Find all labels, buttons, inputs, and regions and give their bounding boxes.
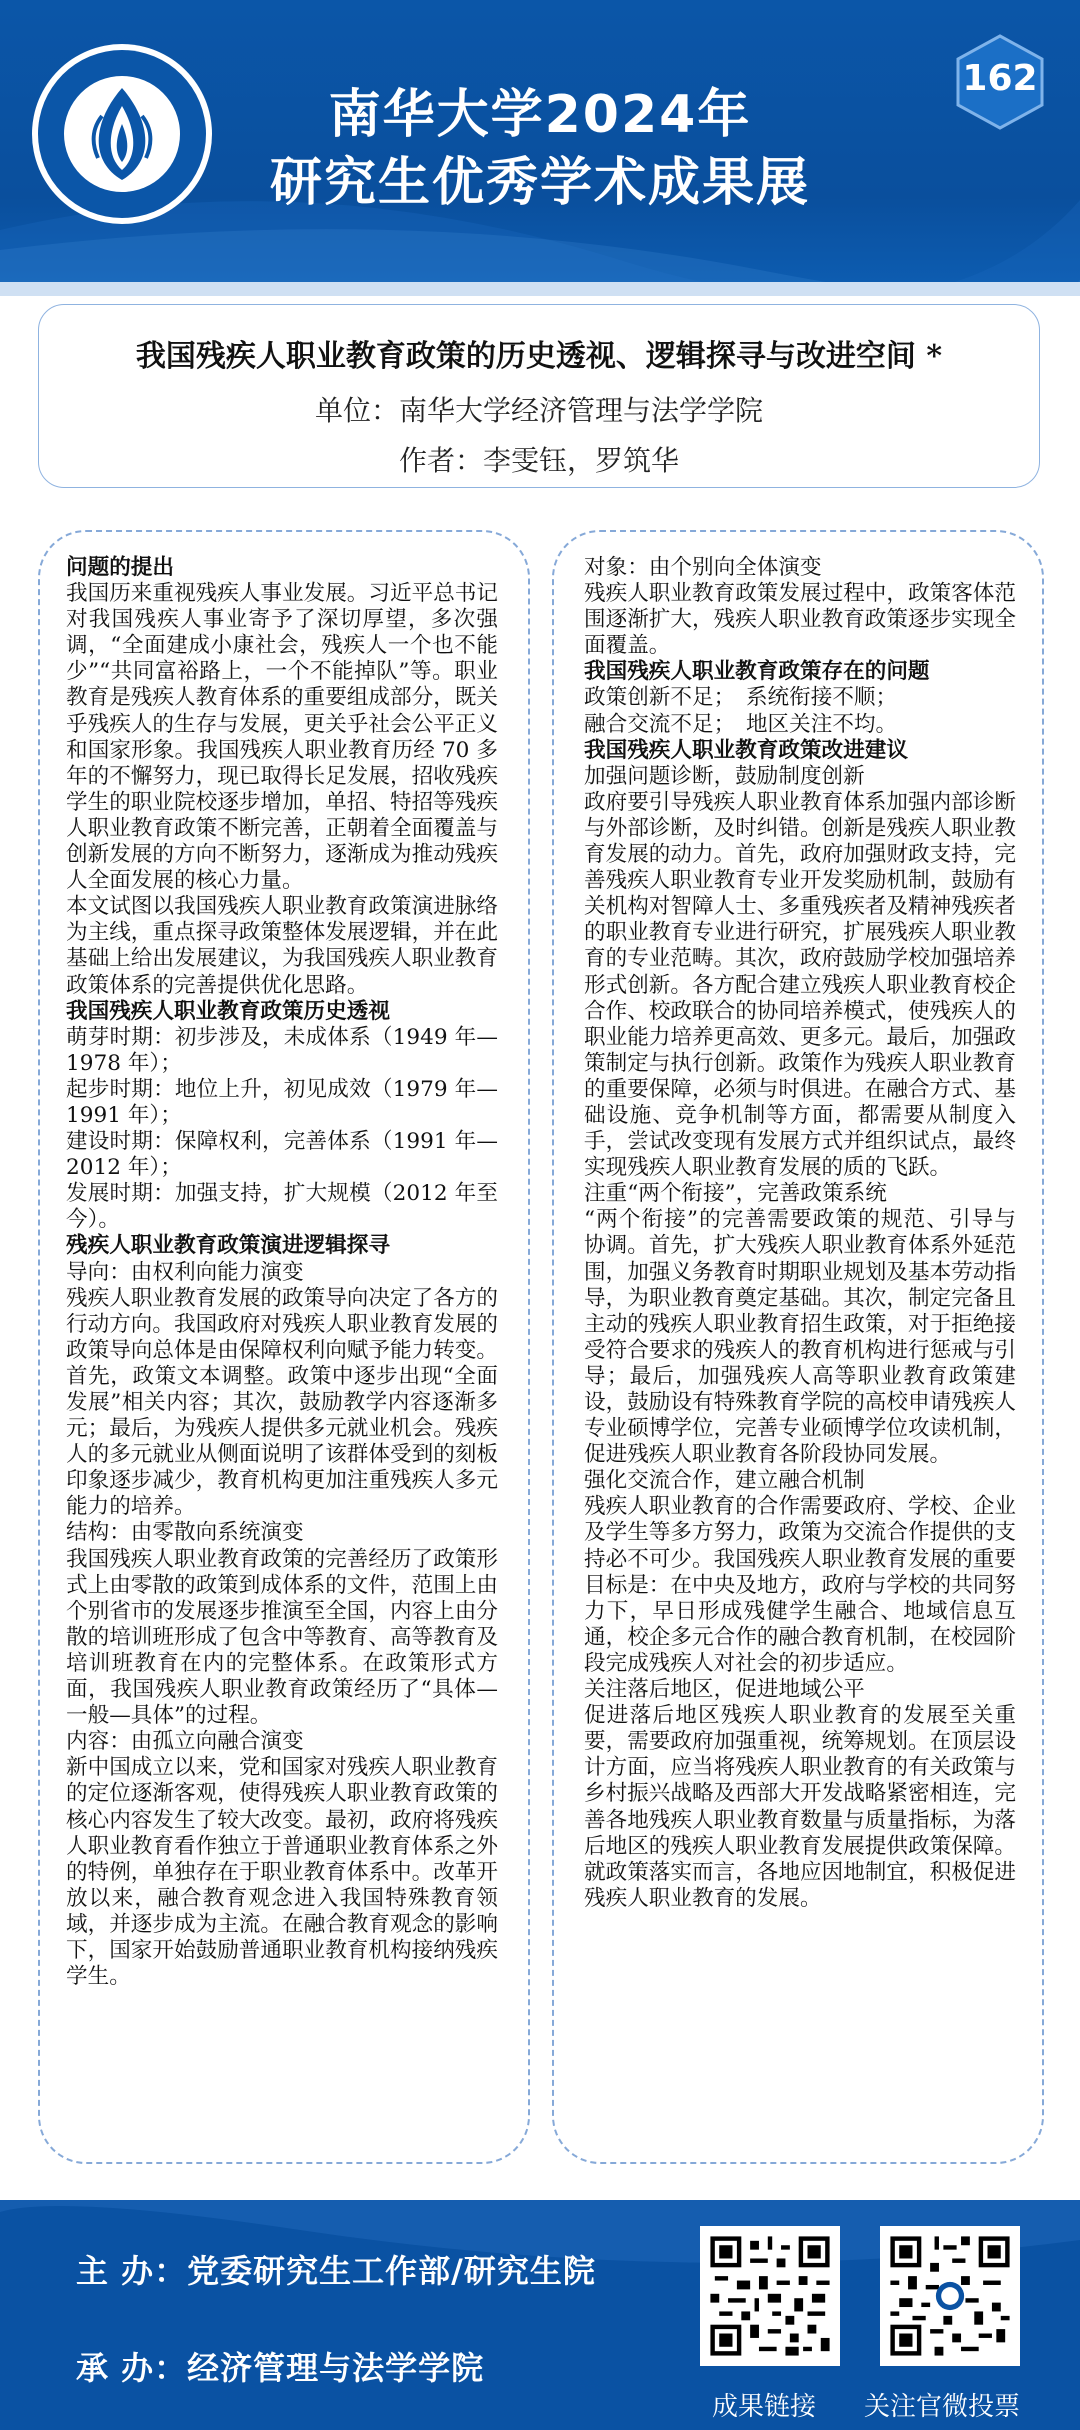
subsection-heading: 对象：由个别向全体演变 [584, 555, 822, 580]
paper-authors: 作者：李雯钰，罗筑华 [398, 444, 679, 477]
section-heading: 残疾人职业教育政策演进逻辑探寻 [66, 1233, 390, 1259]
section-heading: 问题的提出 [66, 555, 174, 580]
paragraph: 萌芽时期：初步涉及，未成体系（1949 年—1978 年）； [66, 1024, 498, 1076]
left-column-text [66, 555, 498, 1990]
subsection-heading: 关注落后地区，促进地域公平 [584, 1677, 865, 1703]
paragraph: 本文试图以我国残疾人职业教育政策演进脉络为主线，重点探寻政策整体发展逻辑，并在此基础上给出发展建议，为我国残疾人职业教育政策体系的完善提供优化思路。 [66, 894, 498, 998]
achievement-link-qr-code[interactable] [700, 2226, 840, 2366]
paper-title: 我国残疾人职业教育政策的历史透视、逻辑探寻与改进空间 * [135, 339, 943, 374]
paragraph: 政策创新不足； 系统衔接不顺； [584, 685, 898, 711]
host-organization: 主 办：党委研究生工作部/研究生院 [76, 2252, 596, 2290]
footer-banner [0, 2200, 1080, 2430]
qr-caption-official-vote: 关注官微投票 [863, 2392, 1020, 2422]
subsection-heading: 强化交流合作，建立融合机制 [584, 1468, 865, 1494]
header-divider-stripe [0, 282, 1080, 296]
right-column-text [584, 555, 1016, 1912]
paragraph: 残疾人职业教育发展的政策导向决定了各方的行动方向。我国政府对残疾人职业教育发展的政策导向总体是由保障权利向赋予能力转变。首先，政策文本调整。政策中逐步出现“全面发展”相关内容；其次，鼓励教学内容逐渐多元；最后，为残疾人提供多元就业机会。残疾人的多元就业从侧面说明了该群体受到的刻板印象逐步减少，教育机构更加注重残疾人多元能力的培养。 [66, 1285, 498, 1520]
exhibition-title-line1: 南华大学2024年 [328, 85, 752, 145]
section-heading: 我国残疾人职业教育政策存在的问题 [584, 659, 930, 685]
paragraph: 残疾人职业教育政策发展过程中，政策客体范围逐渐扩大，残疾人职业教育政策逐步实现全面覆盖。 [584, 581, 1016, 659]
subsection-heading: 结构：由零散向系统演变 [66, 1520, 304, 1546]
paragraph: 我国历来重视残疾人事业发展。习近平总书记对我国残疾人事业寄予了深切厚望，多次强调，“全面建成小康社会，残疾人一个也不能少”“共同富裕路上，一个不能掉队”等。职业教育是残疾人教育体系的重要组成部分，既关乎残疾人的生存与发展，更关乎社会公平正义和国家形象。我国残疾人职业教育历经 70 多年的不懈努力，现已取得长足发展，招收残疾学生的职业院校逐步增加，单招、特招等残疾人职业教育政策不断完善，正朝着全面覆盖与创新发展的方向不断努力，逐渐成为推动残疾人全面发展的核心力量。 [66, 581, 498, 894]
subsection-heading: 内容：由孤立向融合演变 [66, 1729, 304, 1755]
paragraph: 新中国成立以来，党和国家对残疾人职业教育的定位逐渐客观，使得残疾人职业教育政策的核心内容发生了较大改变。最初，政府将残疾人职业教育看作独立于普通职业教育体系之外的特例，单独存在于职业教育体系中。改革开放以来，融合教育观念进入我国特殊教育领域，并逐步成为主流。在融合教育观念的影响下，国家开始鼓励普通职业教育机构接纳残疾学生。 [66, 1755, 498, 1990]
paragraph: 残疾人职业教育的合作需要政府、学校、企业及学生等多方努力，政策为交流合作提供的支持必不可少。我国残疾人职业教育发展的重要目标是：在中央及地方，政府与学校的共同努力下，早日形成残健学生融合、地域信息互通，校企多元合作的融合教育机制，在校园阶段完成残疾人对社会的初步适应。 [584, 1494, 1016, 1676]
official-account-vote-qr-code[interactable] [880, 2226, 1020, 2366]
section-heading: 我国残疾人职业教育政策改进建议 [584, 737, 908, 763]
subsection-heading: 加强问题诊断，鼓励制度创新 [584, 763, 865, 789]
paragraph: 政府要引导残疾人职业教育体系加强内部诊断与外部诊断，及时纠错。创新是残疾人职业教育发展的动力。首先，政府加强财政支持，完善残疾人职业教育专业开发奖励机制，鼓励有关机构对智障人士、多重残疾者及精神残疾者的职业教育专业进行研究，扩展残疾人职业教育的专业范畴。其次，政府鼓励学校加强培养形式创新。各方配合建立残疾人职业教育校企合作、校政联合的协同培养模式，使残疾人的职业能力培养更高效、更多元。最后，加强政策制定与执行创新。政策作为残疾人职业教育的重要保障，必须与时俱进。在融合方式、基础设施、竞争机制等方面，都需要从制度入手，尝试改变现有发展方式并组织试点，最终实现残疾人职业教育发展的质的飞跃。 [584, 789, 1016, 1181]
subsection-heading: 注重“两个衔接”，完善政策系统 [584, 1181, 887, 1207]
subsection-heading: 导向：由权利向能力演变 [66, 1259, 304, 1285]
paragraph: 建设时期：保障权利，完善体系（1991 年—2012 年）； [66, 1129, 498, 1181]
header-banner [0, 0, 1080, 282]
paragraph: 融合交流不足； 地区关注不均。 [584, 711, 898, 737]
paragraph: 我国残疾人职业教育政策的完善经历了政策形式上由零散的政策到成体系的文件，范围上由个别省市的发展逐步推演至全国，内容上由分散的培训班形成了包含中等教育、高等教育及培训班教育在内的完整体系。在政策形式方面，我国残疾人职业教育政策经历了“具体—一般—具体”的过程。 [66, 1546, 498, 1729]
paper-unit: 单位：南华大学经济管理与法学学院 [314, 394, 763, 427]
exhibition-title-line2: 研究生优秀学术成果展 [269, 153, 810, 213]
section-heading: 我国残疾人职业教育政策历史透视 [66, 998, 390, 1024]
paper-info-box [38, 304, 1040, 488]
paragraph: 促进落后地区残疾人职业教育的发展至关重要，需要政府加强重视，统筹规划。在顶层设计方面，应当将残疾人职业教育的有关政策与乡村振兴战略及西部大开发战略紧密相连，完善各地残疾人职业教育数量与质量指标，为落后地区的残疾人职业教育发展提供政策保障。就政策落实而言，各地应因地制宜，积极促进残疾人职业教育的发展。 [584, 1703, 1016, 1911]
paragraph: “两个衔接”的完善需要政策的规范、引导与协调。首先，扩大残疾人职业教育体系外延范围，加强义务教育时期职业规划及基本劳动指导，为职业教育奠定基础。其次，制定完备且主动的残疾人职业教育招生政策，对于拒绝接受符合要求的残疾人的教育机构进行惩戒与引导；最后，加强残疾人高等职业教育政策建设，鼓励设有特殊教育学院的高校申请残疾人专业硕博学位，完善专业硕博学位攻读机制，促进残疾人职业教育各阶段协同发展。 [584, 1207, 1016, 1468]
paragraph: 发展时期：加强支持，扩大规模（2012 年至今）。 [66, 1181, 498, 1233]
exhibit-number: 162 [962, 58, 1038, 99]
paragraph: 起步时期：地位上升，初见成效（1979 年—1991 年）； [66, 1076, 498, 1128]
qr-caption-achievement-link: 成果链接 [711, 2392, 816, 2422]
organizer-organization: 承 办：经济管理与法学学院 [76, 2349, 485, 2387]
